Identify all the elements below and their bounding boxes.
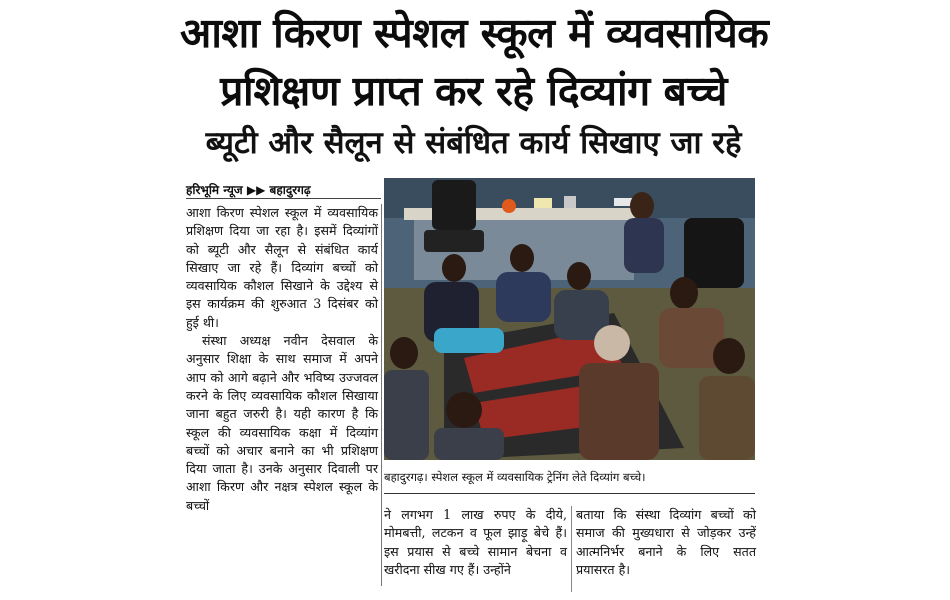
headline-line-2: प्रशिक्षण प्राप्त कर रहे दिव्यांग बच्चे (220, 67, 727, 115)
paragraph-2: संस्था अध्यक्ष नवीन देसवाल के अनुसार शिक्षा के साथ समाज में अपने आप को आगे बढ़ाने और भविष्य उज्जवल करने के लिए व्यवसायिक कौशल सिखाया जाना बहुत जरुरी है। यही कारण है कि स्कूल की व्यवसायिक कक्षा में दिव्यांग बच्चों को अचार बनाने का भी प्रशिक्षण दिया जाता है। उनके अनुसार दिवाली पर आशा किरण और नक्षत्र स्पेशल स्कूल के बच्चों (186, 333, 378, 513)
classroom-photo-illustration (384, 178, 755, 460)
news-photo (384, 178, 755, 460)
paragraph-3: ने लगभग 1 लाख रुपए के दीये, मोमबत्ती, लटकन व फूल झाड़ू बेचे हैं। इस प्रयास से बच्चे सामान बेचना व खरीदना सीख गए हैं। उन्होंने (384, 507, 567, 577)
column-divider-2 (571, 506, 572, 592)
byline-divider (186, 198, 381, 199)
headline-line-1: आशा किरण स्पेशल स्कूल में व्यवसायिक (180, 9, 769, 57)
article-column-1 (186, 204, 378, 515)
photo-caption: बहादुरगढ़। स्पेशल स्कूल में व्यवसायिक ट्रेनिंग लेते दिव्यांग बच्चे। (384, 470, 646, 484)
column-divider (381, 204, 382, 586)
paragraph-4: बताया कि संस्था दिव्यांग बच्चों को समाज की मुख्यधारा से जोड़कर उन्हें आत्मनिर्भर बनाने के लिए सतत प्रयासरत है। (576, 507, 756, 577)
article-column-3 (576, 506, 756, 579)
byline: हरिभूमि न्यूज ▶▶ बहादुरगढ़ (186, 183, 311, 197)
newspaper-clipping (180, 0, 767, 600)
caption-divider (384, 493, 755, 494)
paragraph-1: आशा किरण स्पेशल स्कूल में व्यवसायिक प्रशिक्षण दिया जा रहा है। इसमें दिव्यांगों को ब्यूटी और सैलून से संबंधित कार्य सिखाए जा रहे हैं। दिव्यांग बच्चों को व्यवसायिक कौशल सिखाने के उद्देश्य से इस कार्यक्रम की शुरुआत 3 दिसंबर को हुई थी। (186, 205, 378, 330)
article-column-2 (384, 506, 567, 579)
subheadline: ब्यूटी और सैलून से संबंधित कार्य सिखाए जा रहे (205, 125, 742, 161)
